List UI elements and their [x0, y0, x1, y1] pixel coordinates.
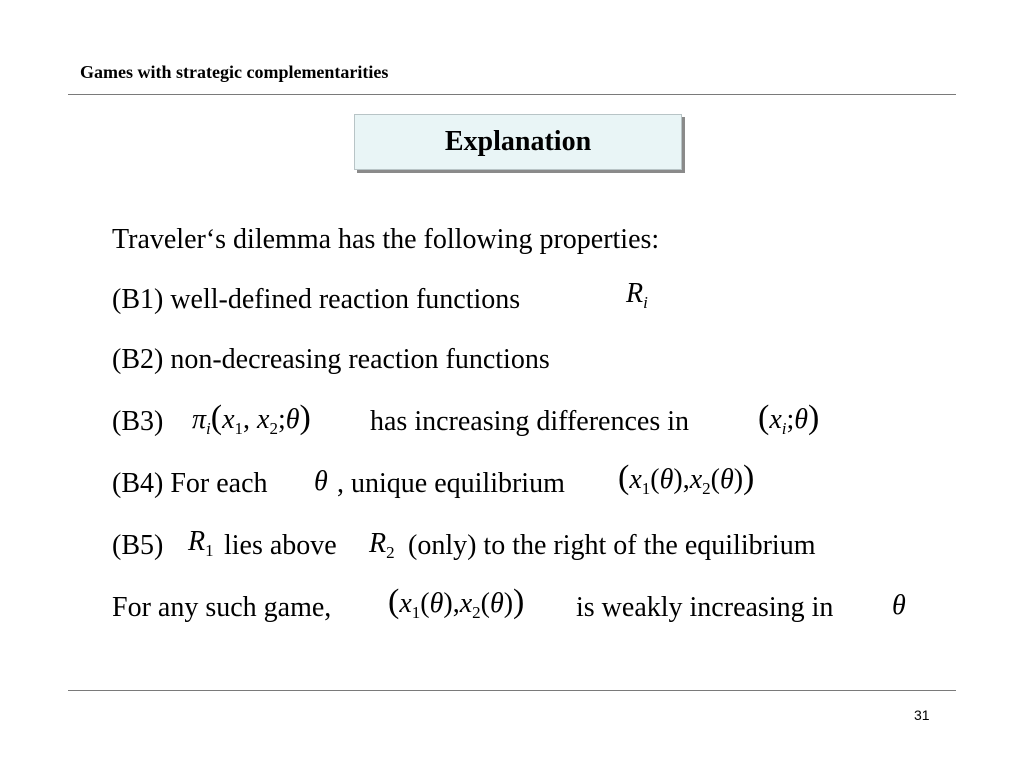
- math-semicolon: ;: [277, 404, 286, 435]
- math-lparen: (: [758, 399, 770, 436]
- math-sub-2: 2: [386, 543, 395, 562]
- property-b4-label: (B4) For each: [112, 468, 268, 499]
- math-x: x: [629, 464, 642, 495]
- conclusion-math-theta: [892, 586, 906, 626]
- math-rparen: ): [443, 588, 453, 619]
- math-theta: θ: [285, 404, 300, 435]
- math-lparen: (: [480, 588, 490, 619]
- math-comma: ,: [452, 588, 460, 619]
- b5-text-a: lies above: [224, 530, 337, 561]
- math-x: x: [459, 588, 473, 619]
- b3-text: has increasing differences in: [370, 406, 690, 437]
- math-sub-2: 2: [472, 603, 481, 622]
- property-b5-label: (B5): [112, 530, 164, 561]
- math-x: x: [257, 404, 270, 435]
- math-R: R: [188, 526, 206, 557]
- header-title: Games with strategic complementarities: [80, 62, 389, 82]
- conclusion-math-equilibrium: [388, 582, 524, 633]
- math-sub-i: i: [643, 293, 648, 312]
- conclusion-text-b: is weakly increasing in: [576, 592, 834, 623]
- property-b2: (B2) non-decreasing reaction functions: [112, 344, 550, 375]
- header-divider: [68, 94, 956, 95]
- intro-line: Traveler‘s dilemma has the following properties:: [112, 224, 660, 255]
- math-rparen: ): [513, 583, 525, 620]
- math-theta: θ: [489, 588, 504, 619]
- property-b3-label: (B3): [112, 406, 164, 437]
- math-rparen: ): [673, 464, 683, 495]
- math-lparen: (: [618, 459, 630, 496]
- math-theta: θ: [314, 466, 328, 497]
- math-sub-1: 1: [234, 419, 244, 438]
- slide-title: Explanation: [444, 126, 592, 157]
- math-x: x: [769, 404, 782, 435]
- math-theta: θ: [719, 464, 734, 495]
- b5-math-R1: [188, 522, 214, 571]
- math-x: x: [689, 464, 703, 495]
- math-lparen: (: [388, 583, 400, 620]
- math-sub-i: i: [206, 419, 211, 438]
- math-lparen: (: [420, 588, 430, 619]
- math-theta: θ: [659, 464, 674, 495]
- math-sub-1: 1: [205, 541, 214, 560]
- math-rparen: ): [808, 399, 820, 436]
- math-x: x: [222, 404, 235, 435]
- math-theta: θ: [429, 588, 444, 619]
- math-sub-1: 1: [411, 603, 421, 622]
- math-comma: ,: [682, 464, 690, 495]
- property-b1: [112, 280, 520, 320]
- b4-math-theta: [314, 462, 328, 502]
- math-comma: ,: [243, 404, 251, 435]
- conclusion-text-a: For any such game,: [112, 592, 332, 623]
- math-rparen: ): [743, 459, 755, 496]
- b3-math-args: [758, 398, 819, 449]
- math-sub-1: 1: [641, 479, 651, 498]
- page-number: 31: [914, 707, 930, 723]
- math-lparen: (: [650, 464, 660, 495]
- math-semicolon: ;: [786, 404, 795, 435]
- math-rparen: ): [503, 588, 514, 619]
- footer-divider: [68, 690, 956, 691]
- math-sub-2: 2: [269, 419, 278, 438]
- b1-text: (B1) well-defined reaction functions: [112, 284, 521, 315]
- b1-math-Ri: [626, 274, 648, 323]
- math-theta: θ: [892, 590, 906, 621]
- b3-math-payoff: [192, 398, 311, 449]
- math-lparen: (: [710, 464, 720, 495]
- math-rparen: ): [299, 399, 311, 436]
- b4-math-equilibrium: [618, 458, 754, 509]
- math-sub-2: 2: [702, 479, 711, 498]
- math-x: x: [399, 588, 412, 619]
- math-lparen: (: [210, 399, 223, 436]
- math-rparen: ): [733, 464, 744, 495]
- b5-math-R2: [369, 524, 395, 573]
- b4-text: , unique equilibrium: [337, 468, 565, 499]
- math-R: R: [626, 278, 644, 309]
- math-sub-i: i: [781, 419, 787, 438]
- math-R: R: [369, 528, 387, 559]
- slide-title-box: [354, 114, 682, 170]
- b5-text-b: (only) to the right of the equilibrium: [408, 530, 816, 561]
- math-pi: π: [192, 404, 207, 435]
- math-theta: θ: [794, 404, 809, 435]
